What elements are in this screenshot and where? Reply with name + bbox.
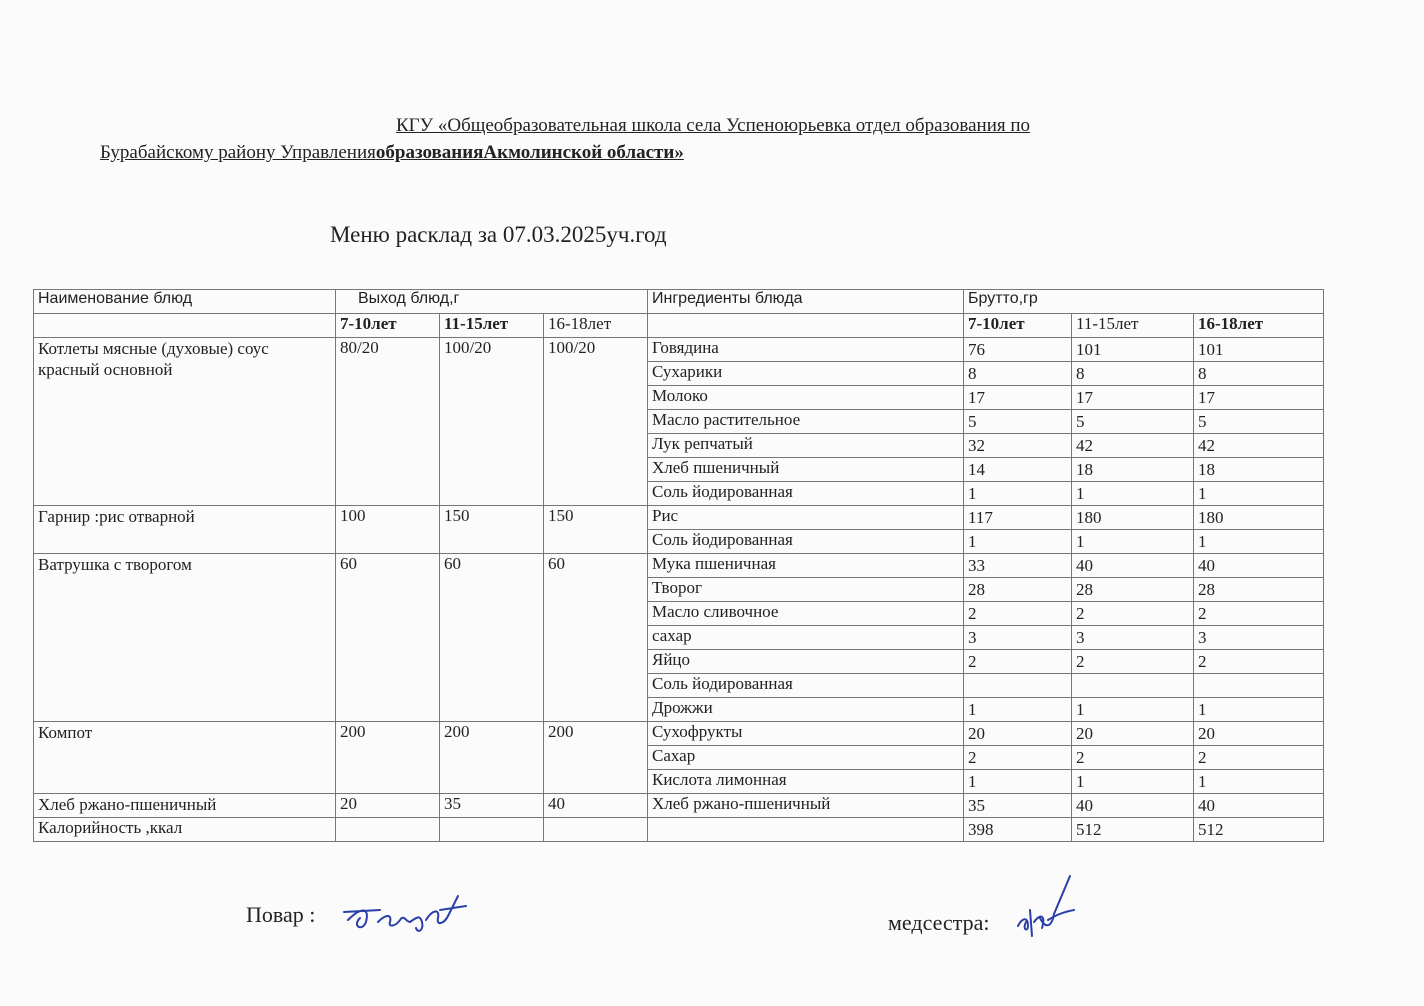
ingredient-brutto: 40	[1072, 794, 1194, 818]
dish-name: Котлеты мясные (духовые) соус красный основной	[34, 338, 336, 506]
cook-signature-block	[246, 902, 315, 928]
ingredient-brutto: 1	[1194, 530, 1324, 554]
ingredient-brutto: 2	[1194, 746, 1324, 770]
dish-yield: 150	[544, 506, 648, 554]
ingredient-brutto: 101	[1072, 338, 1194, 362]
ingredient-brutto: 1	[964, 530, 1072, 554]
dish-yield: 35	[440, 794, 544, 818]
ingredient-brutto	[1072, 674, 1194, 698]
org-line-1: КГУ «Общеобразовательная школа села Успеноюрьевка отдел образования по	[396, 115, 1031, 136]
calories-empty-cell	[440, 818, 544, 842]
ingredient-name: Рис	[648, 506, 964, 530]
ingredient-brutto: 35	[964, 794, 1072, 818]
dish-yield: 20	[336, 794, 440, 818]
ingredient-brutto: 20	[1194, 722, 1324, 746]
ingredient-brutto: 14	[964, 458, 1072, 482]
dish-yield: 200	[544, 722, 648, 794]
calories-empty-cell	[336, 818, 440, 842]
ingredient-brutto: 40	[1194, 554, 1324, 578]
ingredient-brutto: 5	[1072, 410, 1194, 434]
age-row-empty	[34, 314, 336, 338]
ingredient-brutto: 1	[964, 698, 1072, 722]
ingredient-brutto: 5	[964, 410, 1072, 434]
table-row	[34, 794, 1324, 818]
organization-header	[100, 112, 1220, 166]
ingredient-name: Яйцо	[648, 650, 964, 674]
ingredient-name: Молоко	[648, 386, 964, 410]
header-yield: Выход блюд,г	[336, 290, 648, 314]
ingredient-brutto: 1	[1072, 482, 1194, 506]
ingredient-brutto: 8	[964, 362, 1072, 386]
cook-signature-image	[340, 888, 470, 938]
ingredient-brutto: 3	[1194, 626, 1324, 650]
ingredient-brutto: 40	[1194, 794, 1324, 818]
dish-yield: 100/20	[544, 338, 648, 506]
ingredient-brutto: 180	[1072, 506, 1194, 530]
ingredient-name: Лук репчатый	[648, 434, 964, 458]
ingredient-brutto: 3	[964, 626, 1072, 650]
dish-yield: 150	[440, 506, 544, 554]
ingredient-brutto: 180	[1194, 506, 1324, 530]
cook-label: Повар :	[246, 902, 316, 927]
ingredient-brutto: 3	[1072, 626, 1194, 650]
calories-value: 398	[964, 818, 1072, 842]
nurse-signature-image	[1012, 870, 1082, 945]
ingredient-name: Соль йодированная	[648, 530, 964, 554]
ingredient-brutto: 2	[1072, 650, 1194, 674]
ingredient-brutto: 42	[1072, 434, 1194, 458]
ingredient-brutto: 20	[1072, 722, 1194, 746]
ingredient-brutto: 2	[1194, 650, 1324, 674]
menu-table-body	[34, 290, 1324, 842]
ingredient-brutto: 1	[964, 482, 1072, 506]
calories-row	[34, 818, 1324, 842]
ingredient-brutto: 1	[964, 770, 1072, 794]
yield-age-2: 11-15лет	[440, 314, 544, 338]
ingredient-brutto: 1	[1072, 698, 1194, 722]
ingredient-name: Масло растительное	[648, 410, 964, 434]
ingredient-name: Хлеб ржано-пшеничный	[648, 794, 964, 818]
dish-yield: 200	[440, 722, 544, 794]
ingredient-name: Говядина	[648, 338, 964, 362]
calories-empty-cell	[648, 818, 964, 842]
table-row	[34, 506, 1324, 530]
ingredient-name: Сахар	[648, 746, 964, 770]
dish-yield: 60	[336, 554, 440, 722]
menu-table-container	[33, 289, 1324, 842]
ingredient-name: Дрожжи	[648, 698, 964, 722]
ingredient-brutto: 8	[1194, 362, 1324, 386]
ingredient-brutto: 18	[1072, 458, 1194, 482]
ingredient-brutto: 20	[964, 722, 1072, 746]
ingredient-name: Мука пшеничная	[648, 554, 964, 578]
ingredient-name: Сухофрукты	[648, 722, 964, 746]
ingredient-brutto: 28	[1072, 578, 1194, 602]
ingredient-brutto: 17	[1194, 386, 1324, 410]
ingredient-brutto: 2	[964, 650, 1072, 674]
ingredient-brutto: 1	[1194, 770, 1324, 794]
dish-yield: 40	[544, 794, 648, 818]
ingredient-brutto: 32	[964, 434, 1072, 458]
ingredient-brutto: 101	[1194, 338, 1324, 362]
header-dish: Наименование блюд	[34, 290, 336, 314]
ingredient-brutto: 2	[1194, 602, 1324, 626]
dish-name: Ватрушка с творогом	[34, 554, 336, 722]
ingredient-name: Творог	[648, 578, 964, 602]
calories-value: 512	[1072, 818, 1194, 842]
dish-yield: 60	[544, 554, 648, 722]
ingredient-brutto: 1	[1072, 530, 1194, 554]
table-row	[34, 338, 1324, 362]
ingredient-brutto: 40	[1072, 554, 1194, 578]
dish-yield: 80/20	[336, 338, 440, 506]
calories-empty-cell	[544, 818, 648, 842]
ingredient-name: Кислота лимонная	[648, 770, 964, 794]
brutto-age-2: 11-15лет	[1072, 314, 1194, 338]
dish-yield: 200	[336, 722, 440, 794]
header-ingredients: Ингредиенты блюда	[648, 290, 964, 314]
ingredient-brutto: 28	[964, 578, 1072, 602]
ingredient-brutto: 2	[1072, 746, 1194, 770]
nurse-signature-block	[888, 910, 989, 936]
age-row-ingredients-empty	[648, 314, 964, 338]
dish-yield: 100	[336, 506, 440, 554]
ingredient-brutto: 28	[1194, 578, 1324, 602]
brutto-age-1: 7-10лет	[964, 314, 1072, 338]
ingredient-brutto: 18	[1194, 458, 1324, 482]
ingredient-brutto: 42	[1194, 434, 1324, 458]
ingredient-name: сахар	[648, 626, 964, 650]
dish-name: Гарнир :рис отварной	[34, 506, 336, 554]
brutto-age-3: 16-18лет	[1194, 314, 1324, 338]
ingredient-brutto: 76	[964, 338, 1072, 362]
ingredient-name: Соль йодированная	[648, 674, 964, 698]
ingredient-brutto: 1	[1194, 698, 1324, 722]
ingredient-brutto: 1	[1072, 770, 1194, 794]
document-title: Меню расклад за 07.03.2025уч.год	[330, 222, 667, 247]
nurse-label: медсестра:	[888, 910, 990, 935]
header-brutto: Брутто,гр	[964, 290, 1324, 314]
ingredient-brutto: 1	[1194, 482, 1324, 506]
ingredient-name: Масло сливочное	[648, 602, 964, 626]
dish-name: Хлеб ржано-пшеничный	[34, 794, 336, 818]
ingredient-brutto: 2	[1072, 602, 1194, 626]
ingredient-name: Соль йодированная	[648, 482, 964, 506]
ingredient-brutto: 33	[964, 554, 1072, 578]
dish-yield: 60	[440, 554, 544, 722]
dish-yield: 100/20	[440, 338, 544, 506]
ingredient-brutto: 2	[964, 602, 1072, 626]
menu-table	[33, 289, 1324, 842]
ingredient-brutto: 8	[1072, 362, 1194, 386]
ingredient-brutto: 5	[1194, 410, 1324, 434]
ingredient-name: Сухарики	[648, 362, 964, 386]
table-row	[34, 722, 1324, 746]
table-header-row	[34, 290, 1324, 314]
ingredient-brutto	[1194, 674, 1324, 698]
dish-name: Компот	[34, 722, 336, 794]
yield-age-1: 7-10лет	[336, 314, 440, 338]
org-line-2: Бурабайскому району УправленияобразованияАкмолинской области»	[100, 142, 684, 163]
calories-label: Калорийность ,ккал	[34, 818, 336, 842]
ingredient-brutto: 17	[1072, 386, 1194, 410]
ingredient-brutto: 17	[964, 386, 1072, 410]
calories-value: 512	[1194, 818, 1324, 842]
yield-age-3: 16-18лет	[544, 314, 648, 338]
ingredient-brutto	[964, 674, 1072, 698]
table-age-row	[34, 314, 1324, 338]
ingredient-brutto: 2	[964, 746, 1072, 770]
ingredient-brutto: 117	[964, 506, 1072, 530]
ingredient-name: Хлеб пшеничный	[648, 458, 964, 482]
table-row	[34, 554, 1324, 578]
